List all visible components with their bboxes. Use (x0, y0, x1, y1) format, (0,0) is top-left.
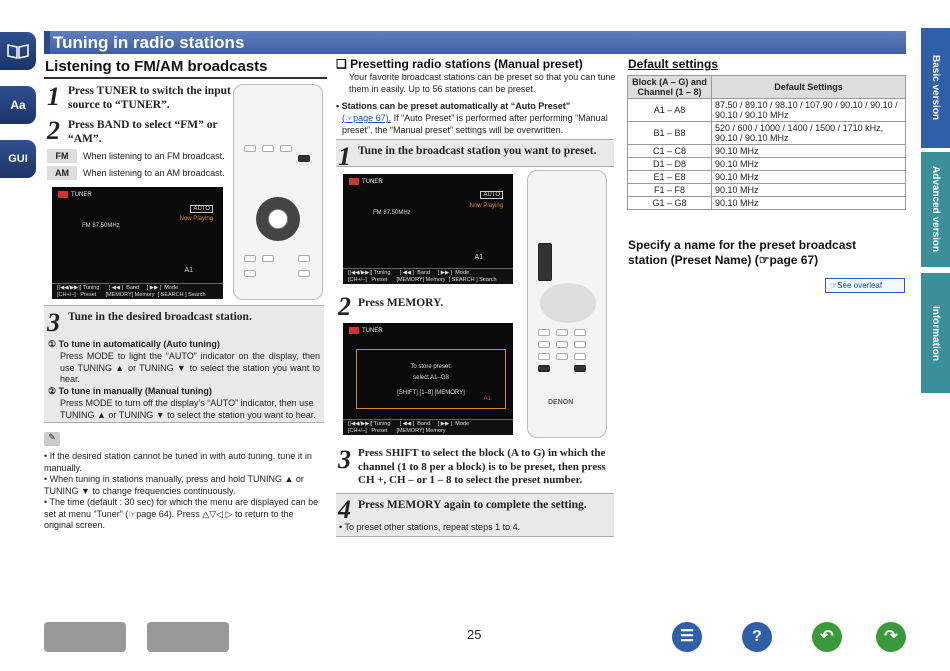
preset-step-4: 4 Press MEMORY again to complete the setting. • To preset other stations, repeat steps 1 to 4. (336, 493, 614, 537)
preset-name-link[interactable]: Specify a name for the preset broadcast station (Preset Name) (☞page 67) (628, 238, 857, 267)
fm-row: FM When listening to an FM broadcast. (47, 149, 225, 163)
step-1: 1 Press TUNER to switch the input source to “TUNER”. (44, 82, 229, 114)
table-row: A1 – A8 87.50 / 89.10 / 98.10 / 107.90 / 90.10 / 90.10 / 90.10 / 90.10 MHz (628, 99, 906, 122)
preset-step-3: 3 Press SHIFT to select the block (A to G) in which the channel (1 to 8 per a block) is to be preset, then press CH +, CH – or 1 – 8 to select the preset number. (336, 445, 614, 489)
auto-preset-head: • Stations can be preset automatically at “Auto Preset” (336, 101, 571, 111)
preset-step-2: 2 Press MEMORY. (336, 291, 516, 317)
note-3: • The time (default : 30 sec) for which the menu are displayed can be set at menu “Tuner” (☞page 64). Press △▽◁ ▷ to return to the original screen. (44, 497, 319, 530)
table-row: G1 – G8 90.10 MHz (628, 197, 906, 210)
page-title: Tuning in radio stations (53, 33, 245, 52)
note-1: • If the desired station cannot be tuned in with auto tuning, tune it in manually. (44, 451, 312, 473)
am-row: AM When listening to an AM broadcast. (47, 166, 225, 180)
forward-icon[interactable]: ↷ (876, 622, 906, 652)
book-icon[interactable] (0, 32, 36, 70)
col-header-block: Block (A – G) and Channel (1 – 8) (628, 76, 712, 99)
see-overleaf-link[interactable]: ☞See overleaf (825, 278, 905, 293)
table-row: B1 – B8 520 / 600 / 1000 / 1400 / 1500 / 1710 kHz, 90.10 / 90.10 MHz (628, 122, 906, 145)
contents-icon[interactable]: ☰ (672, 622, 702, 652)
front-panel-thumbnail[interactable] (44, 622, 126, 652)
step-2: 2 Press BAND to select “FM” or “AM”. (44, 116, 229, 146)
back-icon[interactable]: ↶ (812, 622, 842, 652)
default-settings-heading: Default settings (628, 57, 719, 71)
store-preset-screen: TUNER To store preset: select A1–G8 [SHIFT] [1–8] [MEMORY] A1 [|◀◀/▶▶|] Tuning [ ◀◀ ] Band [ ▶▶ ] Mode [CH+/–] Preset [MEMORY] Memory (343, 323, 513, 435)
page-number: 25 (467, 627, 482, 642)
col-header-default: Default Settings (712, 76, 906, 99)
tuner-screen: TUNER AUTO Now Playing FM 87.50MHz A1 [|◀◀/▶▶|] Tuning [ ◀◀ ] Band [ ▶▶ ] Mode [CH+/–] Preset [MEMORY] Memory [ SEARCH ] Search (52, 187, 223, 299)
auto-preset-note: (☞page 67). If “Auto Preset” is performed after performing “Manual preset”, the “Manual preset” settings will be overwritten. (342, 113, 608, 135)
remote-control-image (233, 84, 323, 300)
default-settings-table (627, 75, 906, 210)
gui-icon[interactable]: GUI (0, 140, 36, 178)
table-row: E1 – E8 90.10 MHz (628, 171, 906, 184)
tab-advanced-version[interactable]: Advanced version (921, 152, 950, 267)
preset-step-1: 1 Tune in the broadcast station you want to preset. (336, 139, 614, 167)
step-3: 3 Tune in the desired broadcast station. ① To tune in automatically (Auto tuning) Press MODE to light the “AUTO” indicator on the display, then use TUNING ▲ or TUNING ▼ to select the station you want to hear. ② To tune in manually (Manual tuning) Press MODE to turn off the display’s “AUTO” indicator, then use TUNING ▲ or TUNING ▼ to select the station you want to hear. (44, 305, 324, 423)
tab-information[interactable]: Information (921, 273, 950, 393)
table-row: F1 – F8 90.10 MHz (628, 184, 906, 197)
section-heading: Listening to FM/AM broadcasts (45, 58, 268, 75)
remote-control-image-2: DENON (527, 170, 607, 438)
text-size-icon[interactable]: Aa (0, 86, 36, 124)
preset-intro: Your favorite broadcast stations can be preset so that you can tune them in easily. Up to 56 stations can be preset. (349, 72, 616, 94)
note-icon: ✎ (44, 432, 60, 446)
display-thumbnail[interactable] (147, 622, 229, 652)
table-row: C1 – C8 90.10 MHz (628, 145, 906, 158)
tab-basic-version[interactable]: Basic version (921, 28, 950, 148)
tuner-screen-2: TUNER AUTO Now Playing FM 87.50MHz A1 [|◀◀/▶▶|] Tuning [ ◀◀ ] Band [ ▶▶ ] Mode [CH+/–] Preset [MEMORY] Memory [ SEARCH ] Search (343, 174, 513, 284)
preset-heading: ❑ Presetting radio stations (Manual preset) (336, 57, 583, 71)
page-title-bar (44, 31, 906, 54)
page-67-link[interactable]: (☞page 67). (342, 113, 392, 123)
table-row: D1 – D8 90.10 MHz (628, 158, 906, 171)
note-2: • When tuning in stations manually, press and hold TUNING ▲ or TUNING ▼ to change frequencies continuously. (44, 474, 304, 496)
help-icon[interactable]: ? (742, 622, 772, 652)
